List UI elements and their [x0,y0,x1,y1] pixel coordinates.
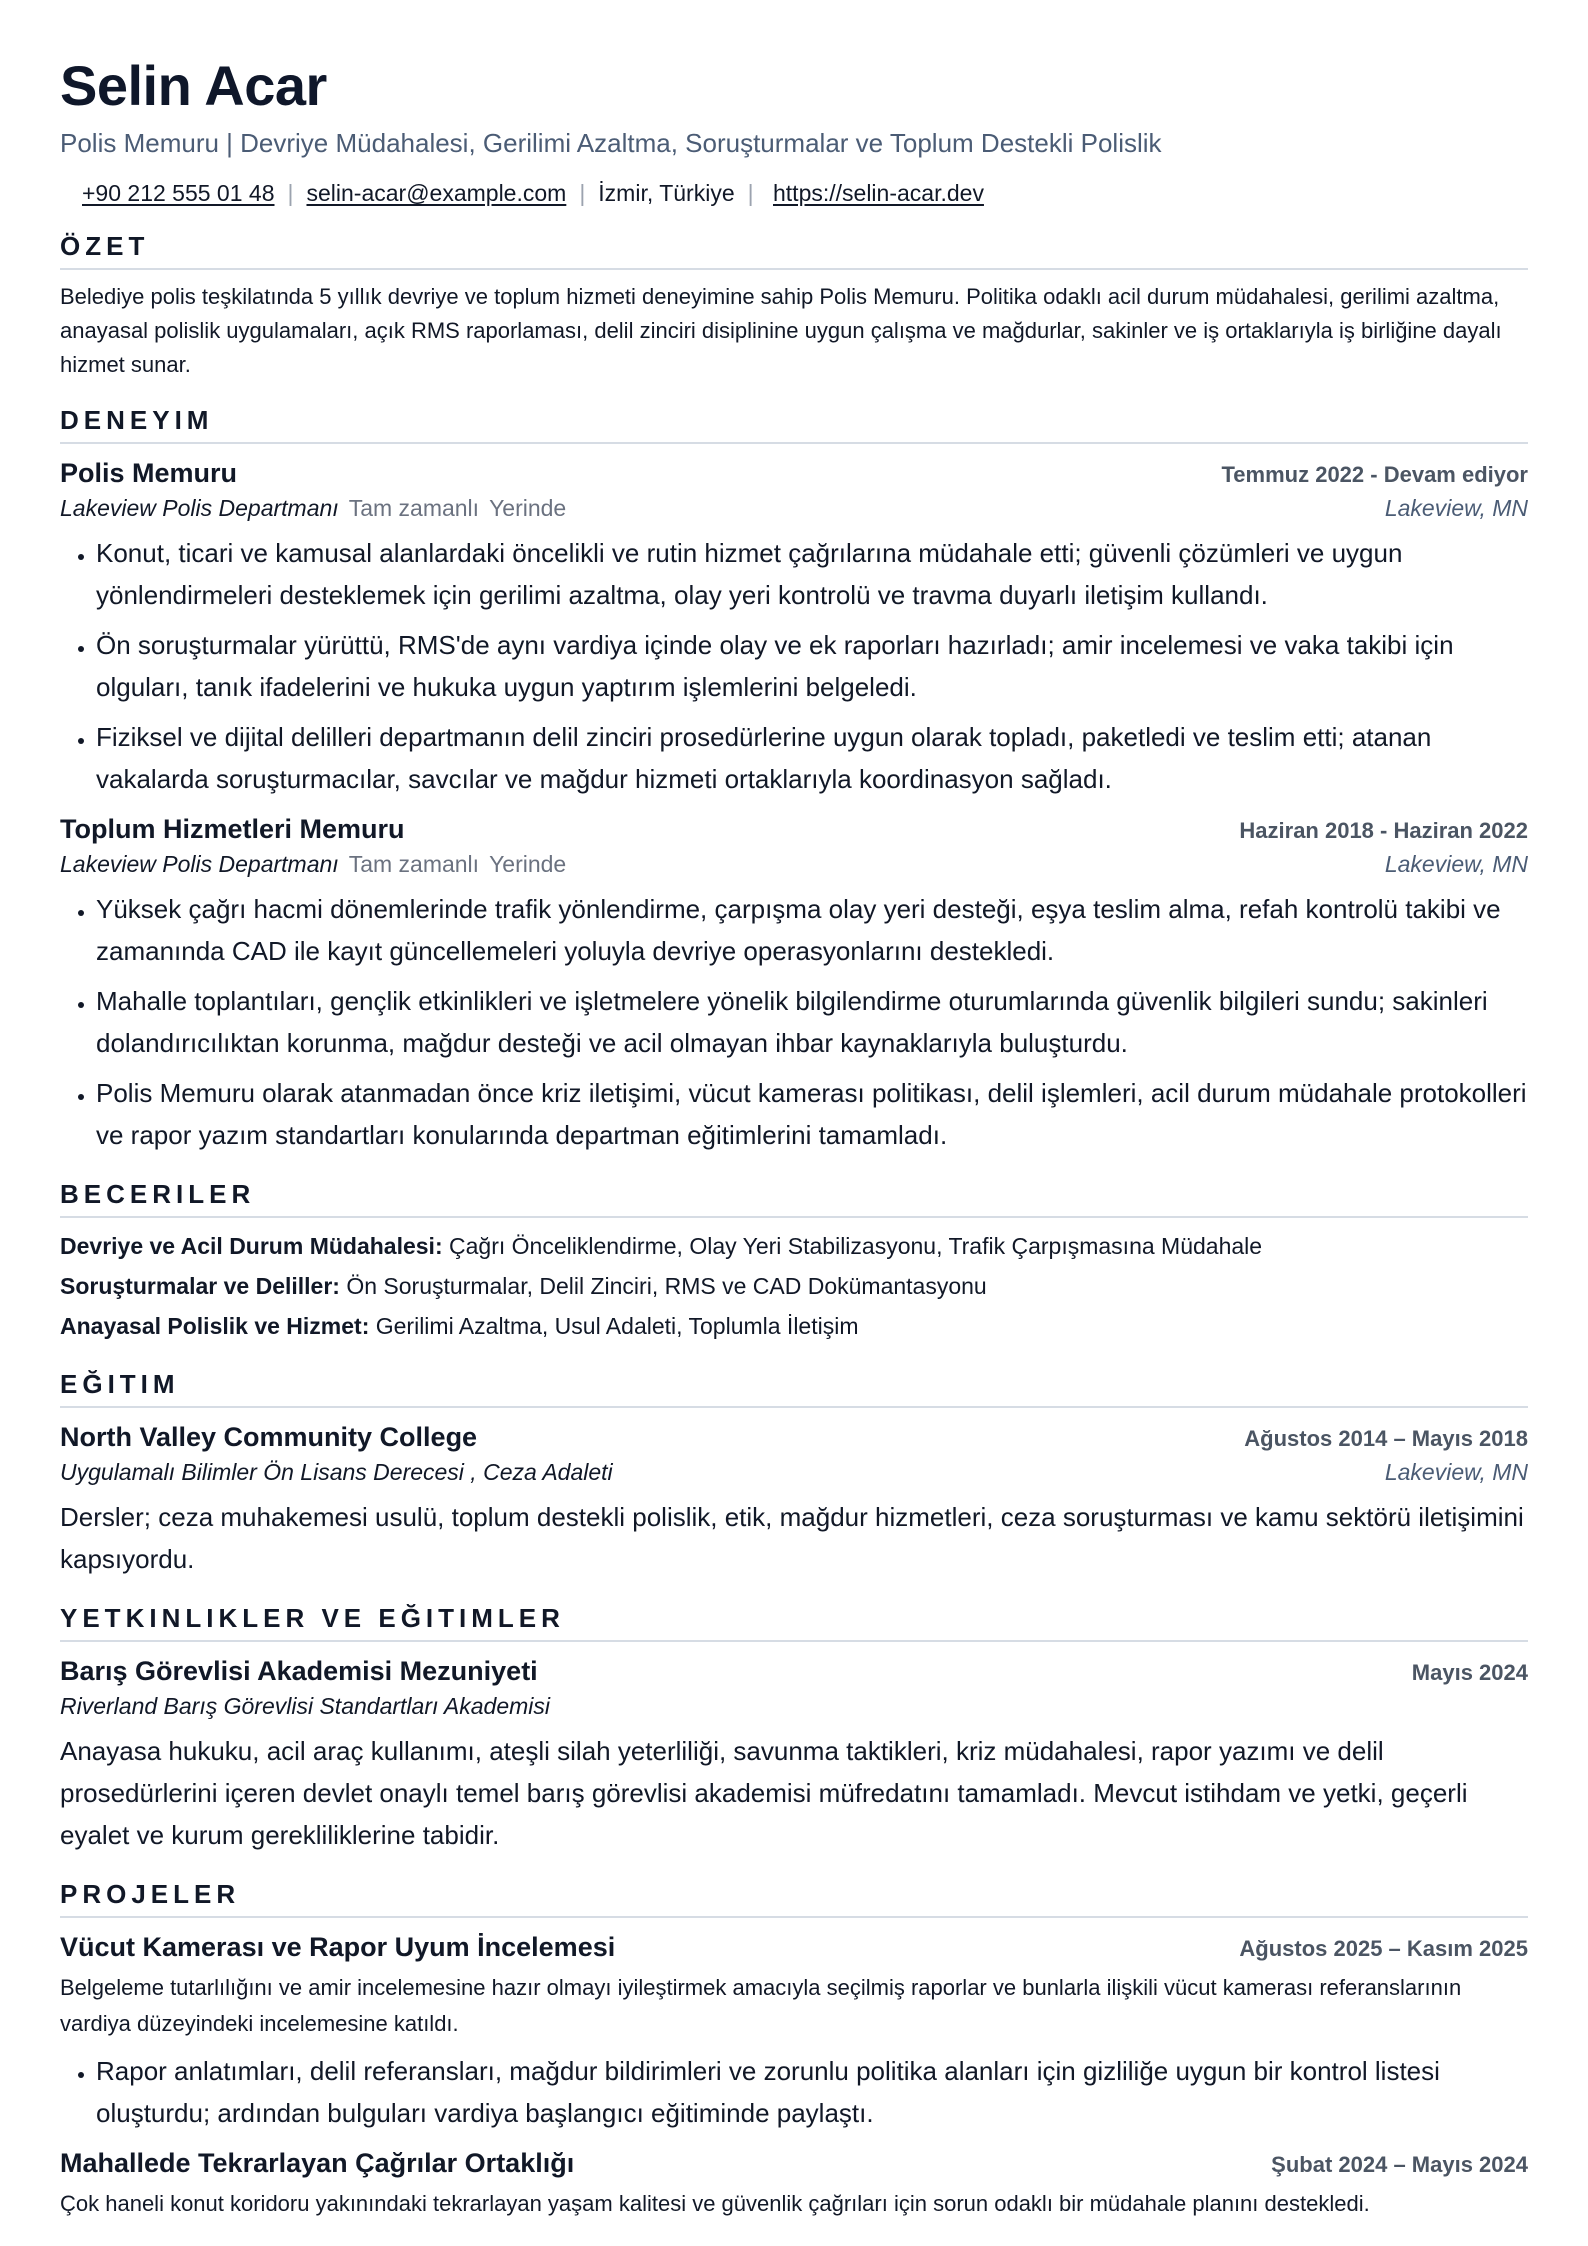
bullet-item: • Mahalle toplantıları, gençlik etkinlikleri ve işletmelere yönelik bilgilendirme oturumlarında güvenlik bilgileri sundu; sakinleri dolandırıcılıktan korunma, mağdur desteği ve acil olmayan ihbar kaynaklarıyla buluşturdu. [96,980,1528,1064]
candidate-name: Selin Acar [60,54,327,117]
phone-link[interactable]: +90 212 555 01 48 [82,180,275,206]
degree: Uygulamalı Bilimler Ön Lisans Derecesi , Ceza Adaleti [60,1459,613,1485]
skill-row [60,1266,1528,1306]
summary-text: Belediye polis teşkilatında 5 yıllık devriye ve toplum hizmeti deneyimine sahip Polis Memuru. Politika odaklı acil durum müdahalesi, gerilimi azaltma, anayasal polislik uygulamaları, açık RMS raporlaması, delil zinciri disiplinine uygun çalışma ve mağdurlar, sakinler ve iş ortaklarıyla iş birliğine dayalı hizmet sunar. [60,284,1502,377]
job-bullets [60,532,1528,800]
skill-list: Ön Soruşturmalar, Delil Zinciri, RMS ve CAD Dokümantasyonu [346,1273,987,1299]
education-entry [60,1420,1528,1580]
skill-list: Çağrı Önceliklendirme, Olay Yeri Stabilizasyonu, Trafik Çarpışmasına Müdahale [449,1233,1263,1259]
bullet-item: • Fiziksel ve dijital delilleri departmanın delil zinciri prosedürlerine uygun olarak topladı, paketledi ve teslim etti; atanan vakalarda soruşturmacılar, savcılar ve mağdur hizmeti ortaklarıyla koordinasyon sağladı. [96,716,1528,800]
contact-separator: | [287,180,294,206]
skill-row [60,1226,1528,1266]
project-entry [60,1930,1528,2134]
section-title-education: EĞITIM [60,1368,1528,1408]
job-title: Toplum Hizmetleri Memuru [60,814,405,844]
section-title-skills: BECERILER [60,1178,1528,1218]
education-description: Dersler; ceza muhakemesi usulü, toplum destekli polislik, etik, mağdur hizmetleri, ceza soruşturması ve kamu sektörü iletişimini kapsıyordu. [60,1502,1524,1574]
section-title-experience: DENEYIM [60,404,1528,444]
bullet-item: • Polis Memuru olarak atanmadan önce kriz iletişimi, vücut kamerası politikası, delil işlemleri, acil durum müdahale protokolleri ve rapor yazım standartları konularında departman eğitimlerini tamamladı. [96,1072,1528,1156]
section-title-certifications: YETKINLIKLER VE EĞITIMLER [60,1602,1528,1642]
work-mode: Yerinde [489,851,567,877]
projects-section [60,1878,1528,2222]
project-date: Şubat 2024 – Mayıs 2024 [1271,2152,1528,2177]
website-link[interactable]: https://selin-acar.dev [773,180,984,206]
education-section [60,1368,1528,1580]
bullet-item: • Konut, ticari ve kamusal alanlardaki öncelikli ve rutin hizmet çağrılarına müdahale etti; güvenli çözümleri ve uygun yönlendirmeleri desteklemek için gerilimi azaltma, olay yeri kontrolü ve travma duyarlı iletişim kullandı. [96,532,1528,616]
job-location: Lakeview, MN [1384,851,1528,877]
email-link[interactable]: selin-acar@example.com [306,180,567,206]
experience-entry [60,812,1528,1156]
job-date: Haziran 2018 - Haziran 2022 [1239,818,1528,843]
bullet-item: • Rapor anlatımları, delil referansları, mağdur bildirimleri ve zorunlu politika alanları için gizliliğe uygun bir kontrol listesi oluşturdu; ardından bulguları vardiya başlangıcı eğitiminde paylaştı. [96,2050,1528,2134]
employer: Lakeview Polis Departmanı [60,495,339,521]
certifications-section [60,1602,1528,1856]
summary-section [60,230,1528,382]
project-entry [60,2146,1528,2222]
location-text: İzmir, Türkiye [598,180,735,206]
project-bullets [60,2050,1528,2134]
resume-page [60,0,1528,2222]
headline: Polis Memuru | Devriye Müdahalesi, Gerilimi Azaltma, Soruşturmalar ve Toplum Destekli Polislik [60,128,1162,158]
project-description: Çok haneli konut koridoru yakınındaki tekrarlayan yaşam kalitesi ve güvenlik çağrıları için sorun odaklı bir müdahale planını destekledi. [60,2191,1370,2216]
skills-section [60,1178,1528,1346]
bullet-item: • Ön soruşturmalar yürüttü, RMS'de aynı vardiya içinde olay ve ek raporları hazırladı; amir incelemesi ve vaka takibi için olguları, tanık ifadelerini ve hukuka uygun yaptırım işlemlerini belgeledi. [96,624,1528,708]
skill-list: Gerilimi Azaltma, Usul Adaleti, Toplumla İletişim [375,1313,859,1339]
education-date: Ağustos 2014 – Mayıs 2018 [1244,1426,1528,1451]
bullet-item: • Yüksek çağrı hacmi dönemlerinde trafik yönlendirme, çarpışma olay yeri desteği, eşya teslim alma, refah kontrolü takibi ve zamanında CAD ile kayıt güncellemeleri yoluyla devriye operasyonlarını destekledi. [96,888,1528,972]
job-date: Temmuz 2022 - Devam ediyor [1221,462,1528,487]
employment-type: Tam zamanlı [348,851,480,877]
skill-category: Devriye ve Acil Durum Müdahalesi: [60,1233,443,1259]
experience-section [60,404,1528,1156]
school-name: North Valley Community College [60,1422,478,1452]
contact-bar [82,178,1528,208]
contact-separator: | [747,180,754,206]
experience-entry [60,456,1528,800]
job-title: Polis Memuru [60,458,238,488]
section-title-projects: PROJELER [60,1878,1528,1918]
employer: Lakeview Polis Departmanı [60,851,339,877]
section-title-summary: ÖZET [60,230,1528,270]
project-title: Vücut Kamerası ve Rapor Uyum İncelemesi [60,1932,616,1962]
certification-title: Barış Görevlisi Akademisi Mezuniyeti [60,1656,538,1686]
skill-category: Anayasal Polislik ve Hizmet: [60,1313,370,1339]
certification-description: Anayasa hukuku, acil araç kullanımı, ateşli silah yeterliliği, savunma taktikleri, kriz müdahalesi, rapor yazımı ve delil prosedürlerini içeren devlet onaylı temel barış görevlisi akademisi müfredatını tamamladı. Mevcut istihdam ve yetki, geçerli eyalet ve kurum gerekliliklerine tabidir. [60,1736,1468,1850]
skill-row [60,1306,1528,1346]
skill-category: Soruşturmalar ve Deliller: [60,1273,340,1299]
school-location: Lakeview, MN [1384,1459,1528,1485]
contact-separator: | [579,180,586,206]
job-location: Lakeview, MN [1384,495,1528,521]
job-bullets [60,888,1528,1156]
work-mode: Yerinde [489,495,567,521]
employment-type: Tam zamanlı [348,495,480,521]
project-date: Ağustos 2025 – Kasım 2025 [1239,1936,1528,1961]
certification-entry [60,1654,1528,1856]
project-title: Mahallede Tekrarlayan Çağrılar Ortaklığı [60,2148,575,2178]
certification-issuer: Riverland Barış Görevlisi Standartları Akademisi [60,1693,550,1719]
certification-date: Mayıs 2024 [1411,1660,1528,1685]
project-description: Belgeleme tutarlılığını ve amir incelemesine hazır olmayı iyileştirmek amacıyla seçilmiş raporlar ve bunlarla ilişkili vücut kamerası referanslarının vardiya düzeyindeki incelemesine katıldı. [60,1975,1462,2036]
